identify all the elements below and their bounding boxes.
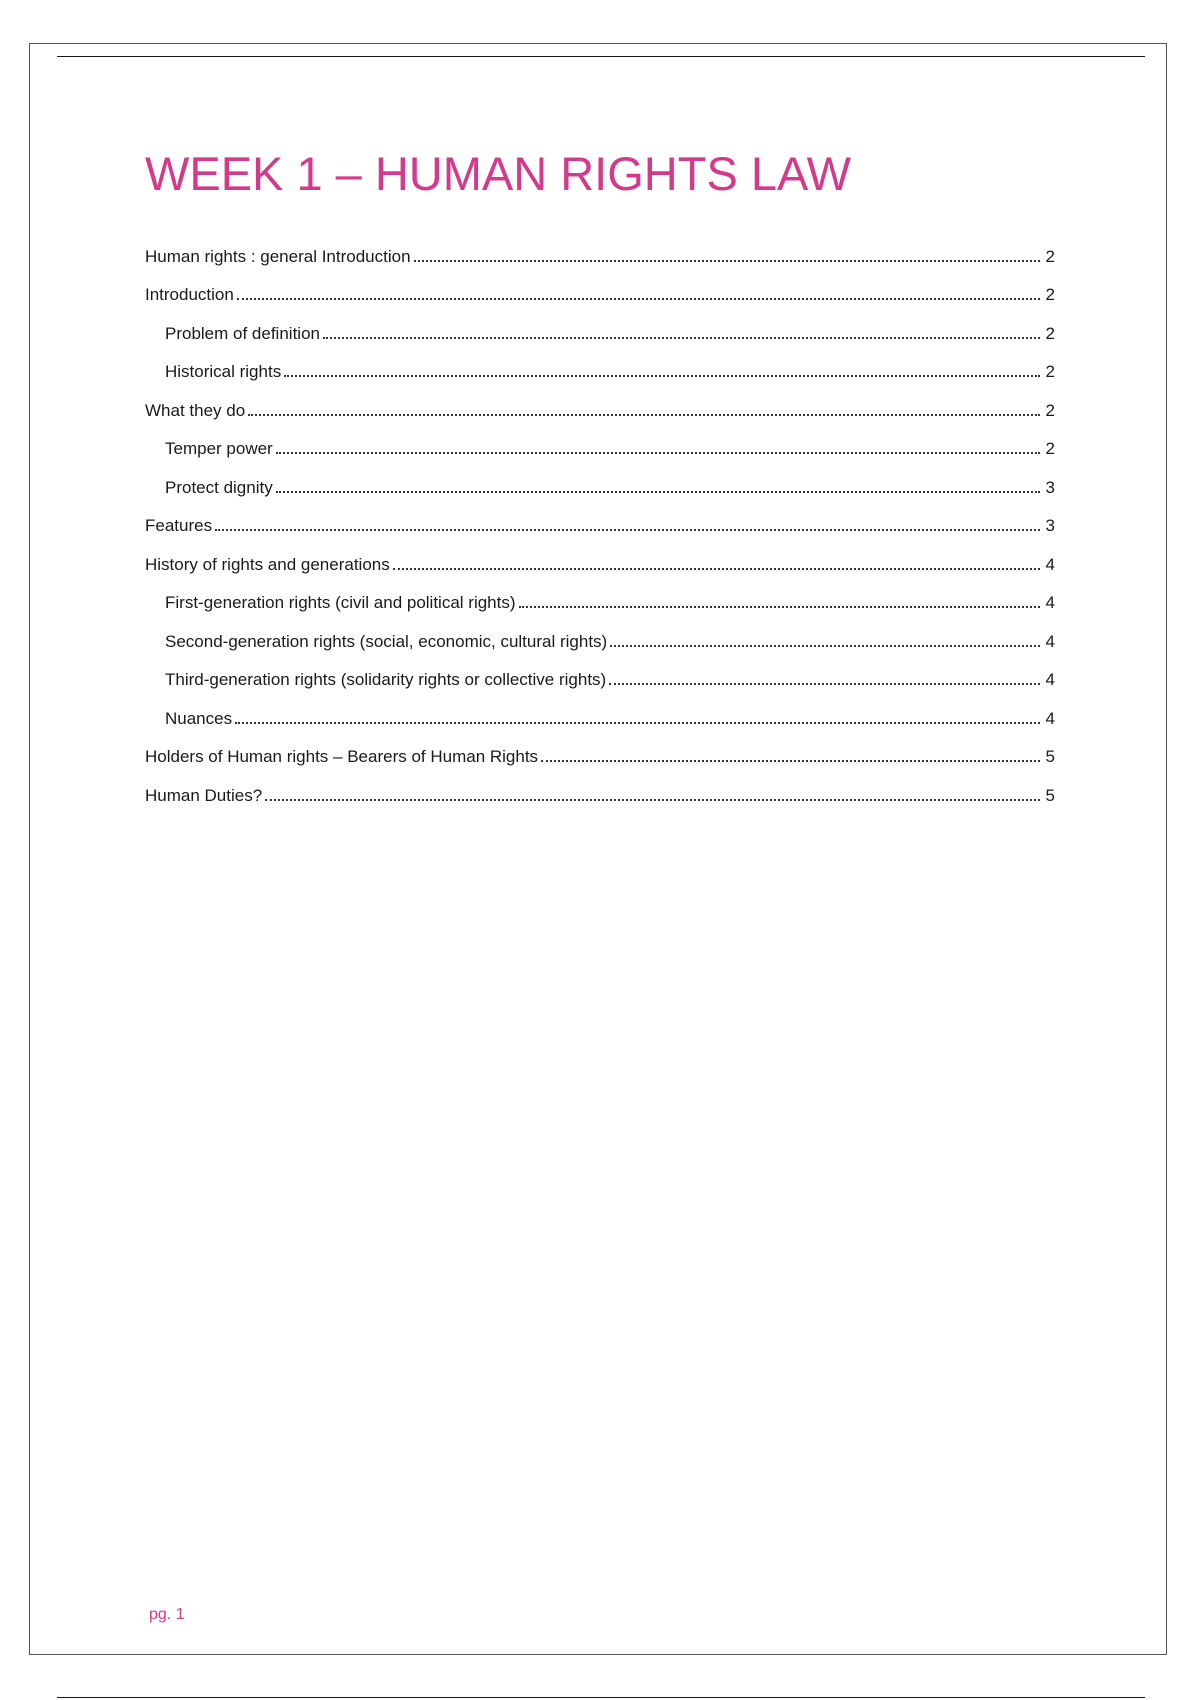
header-rule (57, 56, 1145, 57)
dot-leader (610, 645, 1040, 647)
toc-page-number: 4 (1045, 593, 1055, 612)
dot-leader (237, 298, 1040, 300)
toc-page-number: 2 (1045, 246, 1055, 266)
toc-entry[interactable] (145, 342, 1055, 381)
toc-entry-text: Nuances (165, 708, 233, 728)
toc-entry-text: Historical rights (165, 362, 282, 381)
toc-entry[interactable] (145, 457, 1055, 496)
toc-page-number: 4 (1045, 554, 1055, 574)
toc-entry-text: Human rights : general Introduction (145, 246, 411, 266)
toc-entry[interactable] (145, 534, 1055, 573)
dot-leader (609, 683, 1040, 685)
toc-entry-text: Second-generation rights (social, economic, cultural rights) (165, 631, 608, 651)
dot-leader (519, 606, 1040, 608)
toc-entry-text: Human Duties? (145, 785, 263, 805)
toc-entry-text: History of rights and generations (145, 554, 390, 574)
toc-page-number: 2 (1045, 362, 1055, 381)
toc-page-number: 5 (1045, 747, 1055, 766)
toc-entry[interactable] (145, 688, 1055, 727)
toc-entry[interactable] (145, 573, 1055, 612)
dot-leader (414, 260, 1040, 262)
toc-entry[interactable] (145, 765, 1055, 804)
toc-page-number: 2 (1045, 439, 1055, 458)
toc-page-number: 4 (1045, 631, 1055, 651)
toc-entry-text: Third-generation rights (solidarity rights or collective rights) (165, 670, 607, 689)
toc-entry-text: Protect dignity (165, 477, 273, 497)
toc-entry-text: Introduction (145, 285, 234, 304)
table-of-contents (145, 226, 1055, 804)
toc-entry-text: Problem of definition (165, 323, 320, 343)
toc-entry-text: What they do (145, 400, 246, 420)
dot-leader (284, 375, 1040, 377)
toc-entry[interactable] (145, 303, 1055, 342)
toc-entry[interactable] (145, 226, 1055, 265)
dot-leader (541, 760, 1040, 762)
toc-page-number: 3 (1045, 516, 1055, 535)
document-title: WEEK 1 – HUMAN RIGHTS LAW (145, 147, 851, 200)
toc-page-number: 2 (1045, 285, 1055, 304)
toc-entry[interactable] (145, 611, 1055, 650)
toc-entry[interactable] (145, 727, 1055, 766)
dot-leader (393, 568, 1040, 570)
toc-entry[interactable] (145, 380, 1055, 419)
toc-page-number: 2 (1045, 400, 1055, 420)
next-page-header-rule (57, 1697, 1145, 1698)
footer-page-number: pg. 1 (149, 1606, 185, 1623)
dot-leader (248, 414, 1040, 416)
toc-entry-text: Temper power (165, 439, 273, 458)
toc-page-number: 4 (1045, 670, 1055, 689)
dot-leader (276, 452, 1040, 454)
toc-entry[interactable] (145, 419, 1055, 458)
dot-leader (323, 337, 1040, 339)
toc-page-number: 3 (1045, 477, 1055, 497)
toc-entry[interactable] (145, 650, 1055, 689)
toc-page-number: 5 (1045, 785, 1055, 805)
toc-entry-text: Holders of Human rights – Bearers of Human Rights (145, 747, 539, 766)
toc-entry-text: Features (145, 516, 213, 535)
dot-leader (215, 529, 1040, 531)
dot-leader (235, 722, 1040, 724)
dot-leader (265, 799, 1040, 801)
toc-page-number: 4 (1045, 708, 1055, 728)
toc-entry[interactable] (145, 265, 1055, 304)
toc-page-number: 2 (1045, 323, 1055, 343)
dot-leader (276, 491, 1040, 493)
toc-entry-text: First-generation rights (civil and political rights) (165, 593, 516, 612)
toc-entry[interactable] (145, 496, 1055, 535)
